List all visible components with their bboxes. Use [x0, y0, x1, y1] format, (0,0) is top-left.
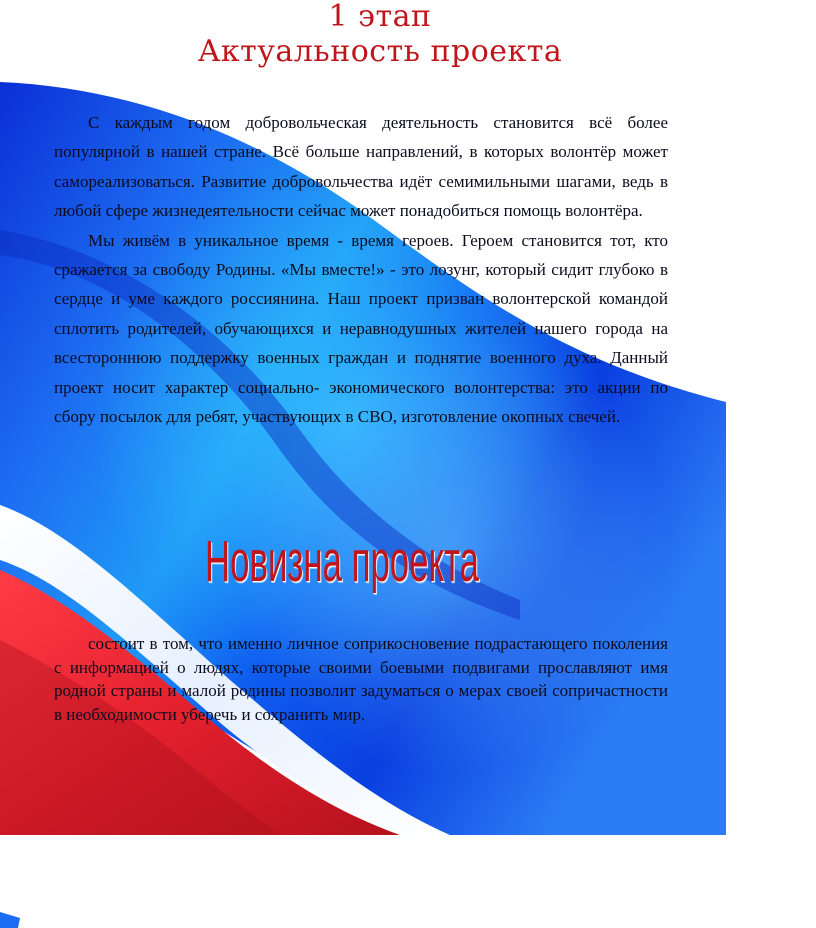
novelty-paragraph: состоит в том, что именно личное соприкосновение подрастающего поколения с информацией о людях, которые своими боевыми подвигами прославляют имя родной страны и малой родины позволит задуматься о мерах своей сопричастности в необходимости уберечь и сохранить мир.	[54, 634, 668, 724]
flag-corner-blue	[0, 912, 20, 928]
relevance-heading: Актуальность проекта	[197, 34, 563, 69]
relevance-text	[54, 108, 668, 431]
novelty-heading: Новизна проекта	[205, 529, 480, 594]
novelty-text	[54, 632, 668, 726]
relevance-paragraph: Мы живём в уникальное время - время героев. Героем становится тот, кто сражается за свободу Родины. «Мы вместе!» - это лозунг, который сидит глубоко в сердце и уме каждого россиянина. Наш проект призван волонтерской командой сплотить родителей, обучающихся и неравнодушных жителей нашего города на всестороннюю поддержку военных граждан и поднятие военного духа. Данный проект носит характер социально- экономического волонтерства: это акции по сбору посылок для ребят, участвующих в СВО, изготовление окопных свечей.	[54, 230, 668, 427]
stage-heading: 1 этап	[328, 0, 432, 34]
relevance-paragraph: С каждым годом добровольческая деятельность становится всё более популярной в нашей стране. Всё больше направлений, в которых волонтёр может самореализоваться. Развитие добровольчества идёт семимильными шагами, ведь в любой сфере жизнедеятельности сейчас может понадобиться помощь волонтёра.	[54, 113, 668, 221]
